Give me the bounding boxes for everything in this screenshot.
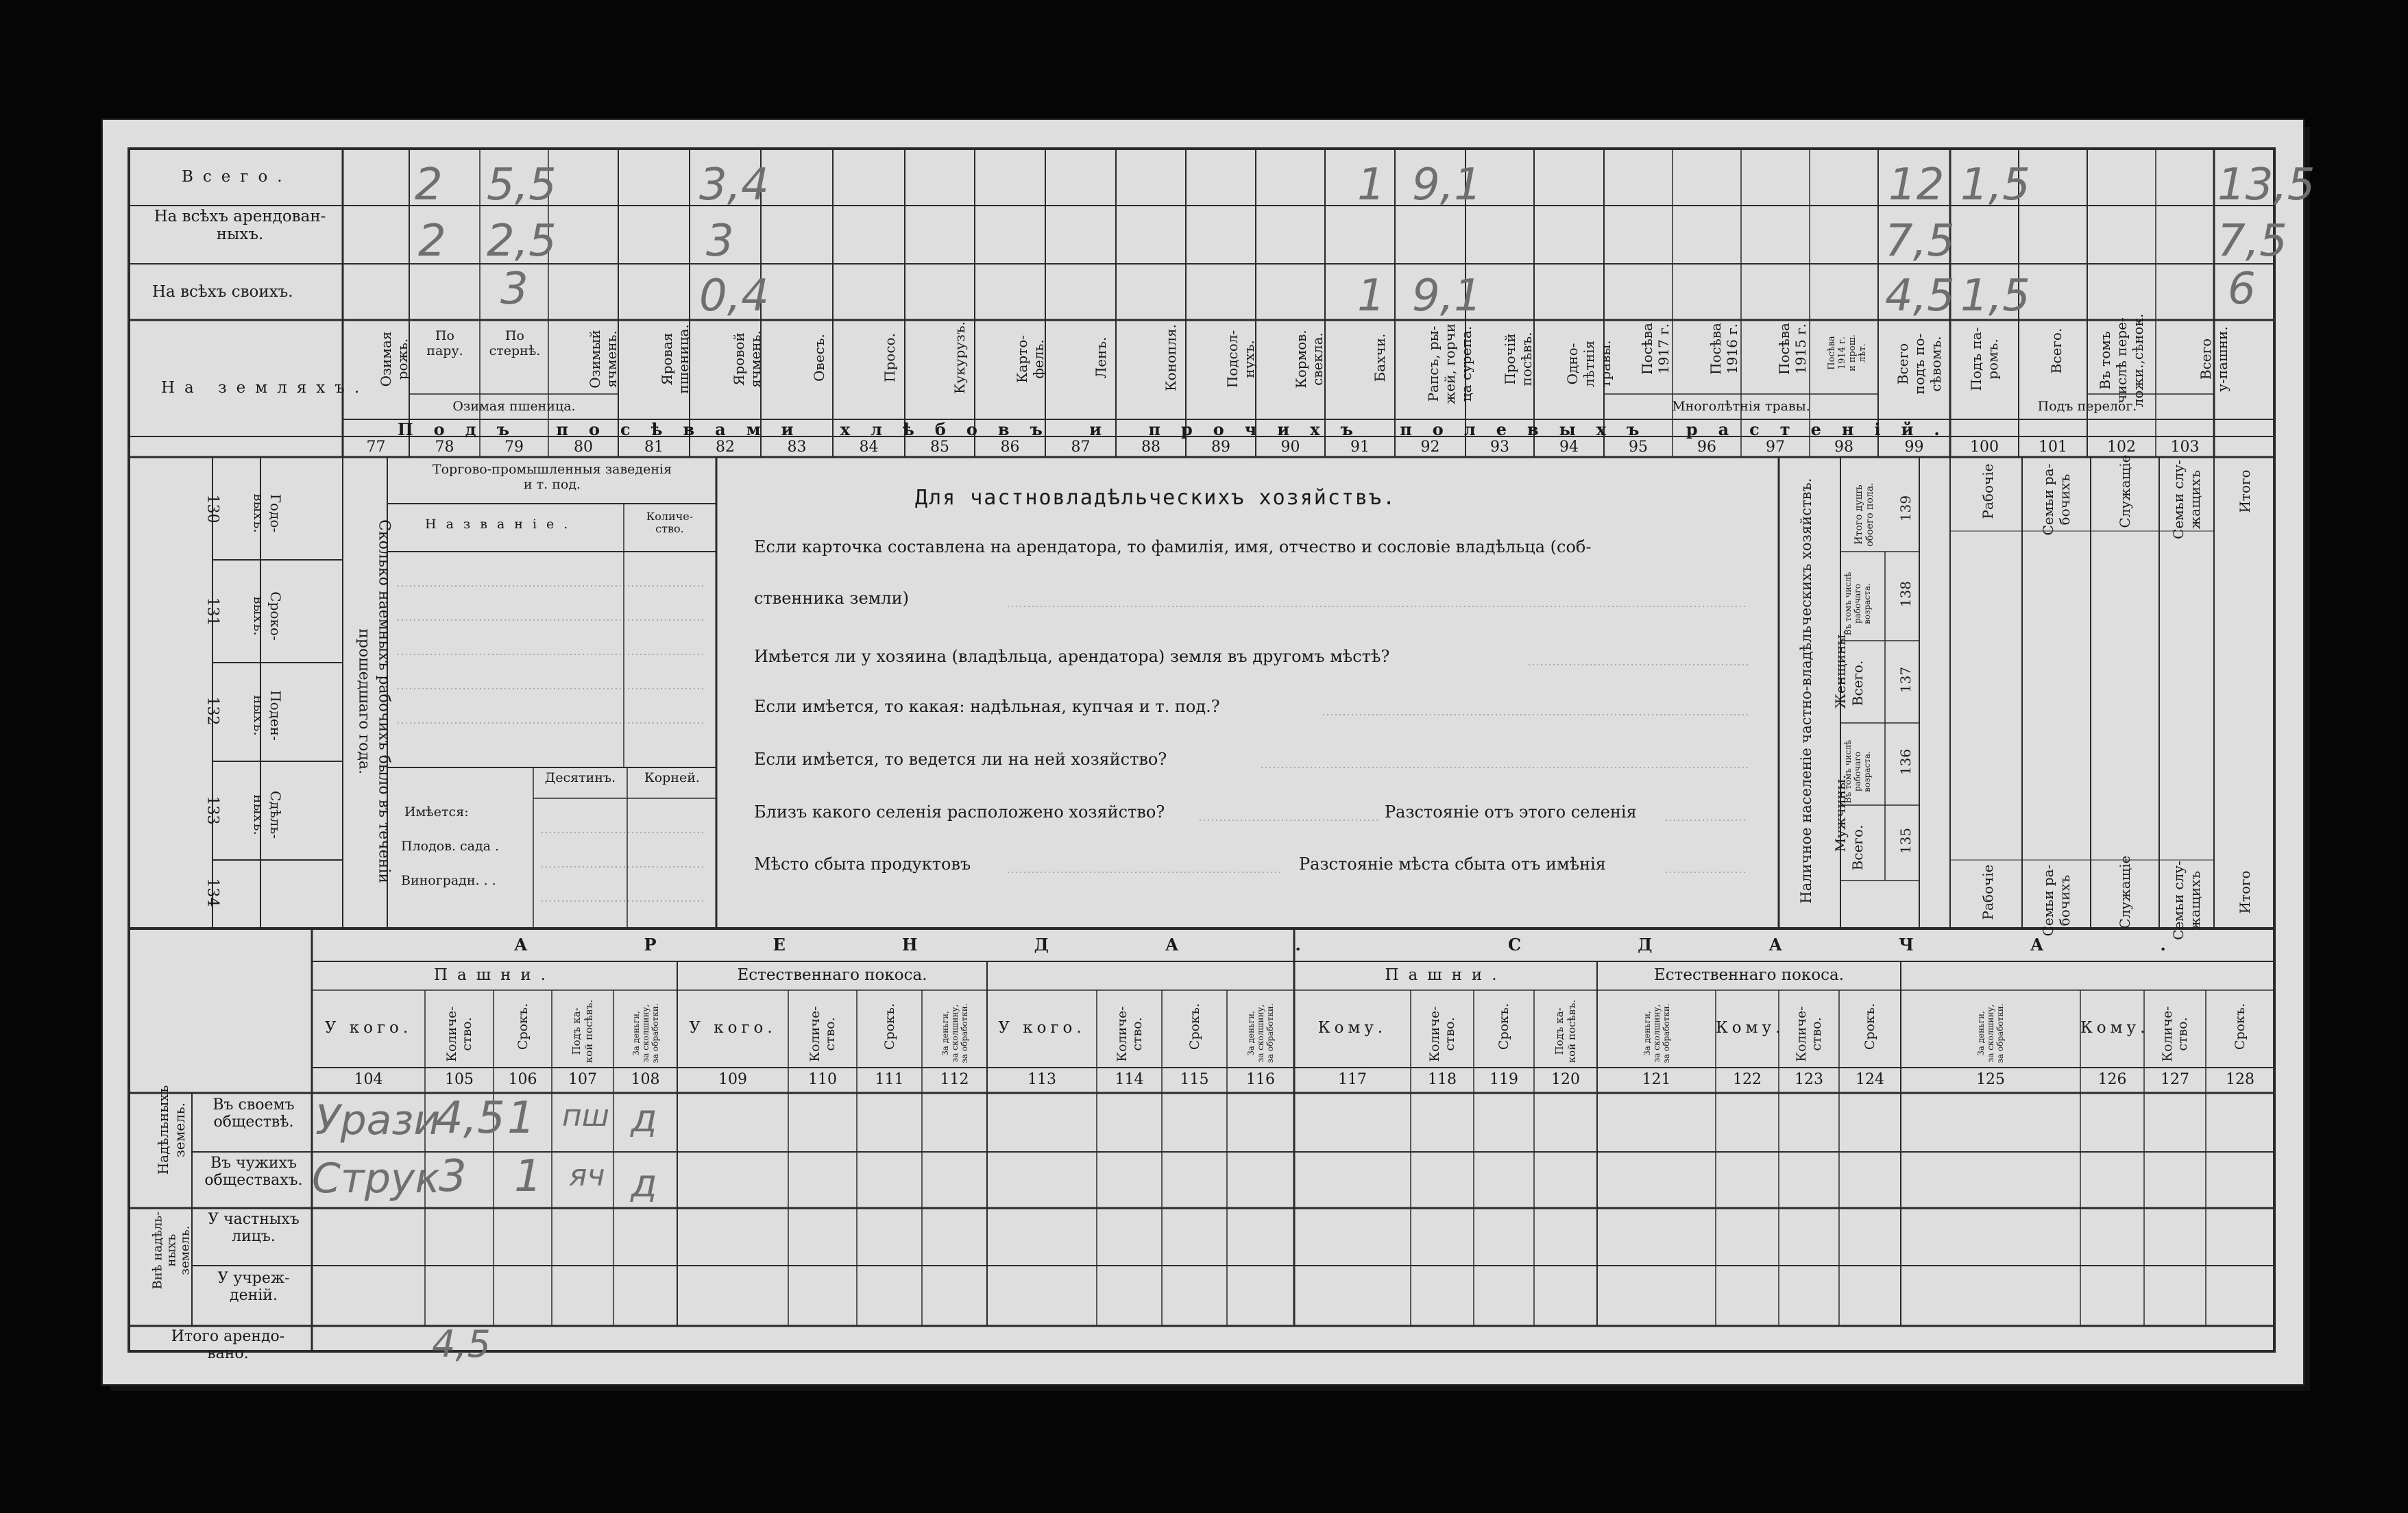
hdr-77: Озимая рожь. [378, 331, 411, 387]
lease-col-number: 123 [1795, 1071, 1823, 1088]
hw-all-91: 1 [1357, 160, 1385, 210]
lease-col-number: 104 [354, 1071, 383, 1088]
hdr-92: Рапсъ, ры- жей, горчи ца сурепа. [1425, 323, 1474, 405]
lease-header-under_crop: Подъ ка- кой посѣвъ. [1553, 999, 1578, 1063]
hw-all-100: 1,5 [1960, 160, 2030, 210]
hw-lease-qty-2: 3 [439, 1151, 467, 1202]
hw-all-99: 12 [1888, 160, 1945, 210]
hw-own-82: 0,4 [699, 271, 769, 321]
rent-banner: АРЕНДА. [514, 935, 1418, 955]
trade-qty-col: Количе- ство. [646, 510, 694, 536]
col-number: 96 [1697, 439, 1716, 456]
lease-header-term: Срокъ. [1187, 1002, 1202, 1050]
col-number: 95 [1629, 439, 1648, 456]
lease-col-number: 115 [1180, 1071, 1209, 1088]
crop-banner: Подъ посѣвами хлѣбовъ и прочихъ полевыхъ растенiй. [398, 419, 1960, 439]
hw-all-103: 13,5 [2217, 160, 2315, 210]
roots-col: Корней. [644, 770, 700, 785]
men-label: Мужчины. [1832, 774, 1849, 852]
hw-rent-79: 2,5 [487, 216, 557, 267]
workers-fam-top: Семьи ра- бочихъ [2040, 463, 2073, 536]
hdr-95: Посѣва 1917 г. [1639, 323, 1672, 375]
men-working: Въ томъ числѣ рабочаго возраста. [1843, 739, 1872, 804]
hdr-94: Одно- лѣтнiя травы. [1564, 340, 1614, 388]
hdr-133: Сдѣль- ныхъ. [251, 790, 284, 839]
hdr-90: Кормов. свекла. [1293, 330, 1326, 389]
col-number: 77 [366, 439, 386, 456]
population-title: Наличное населенiе частно-владѣльческихъ хозяйствъ. [1797, 478, 1814, 904]
row-label-rented: На всѣхъ арендован- ныхъ. [154, 208, 326, 244]
lease-col-number: 126 [2097, 1071, 2127, 1088]
hw-all-78: 2 [415, 160, 443, 210]
hdr-96: Посѣва 1916 г. [1707, 323, 1740, 375]
hw-all-79: 5,5 [487, 160, 557, 210]
lease-col-number: 107 [568, 1071, 597, 1088]
num-133: 133 [204, 796, 221, 825]
col-number: 80 [574, 439, 593, 456]
col-number: 81 [644, 439, 664, 456]
col-number: 85 [930, 439, 949, 456]
lease-header-term: Срокъ. [881, 1002, 897, 1050]
col-number: 102 [2107, 439, 2136, 456]
non-allotment-group: Внѣ надѣль- ныхъ земель. [150, 1211, 192, 1290]
lease-col-number: 106 [508, 1071, 537, 1088]
num-136: 136 [1897, 748, 1914, 776]
col-number: 94 [1559, 439, 1579, 456]
hdr-100: Подъ па- ромъ. [1968, 327, 2001, 391]
row-private-persons: У частныхъ лицъ. [208, 1211, 300, 1246]
col-number: 103 [2170, 439, 2200, 456]
hw-own-99: 4,5 [1885, 271, 1955, 321]
hw-lease-term-1: 1 [507, 1093, 535, 1144]
lease-header-from_whom: У кого. [689, 1019, 777, 1037]
hw-rent-99: 7,5 [1885, 216, 1955, 267]
hdr-91: Бахчи. [1372, 333, 1388, 382]
col-number: 79 [504, 439, 524, 456]
col-number: 98 [1834, 439, 1853, 456]
hdr-83: Овесъ. [811, 334, 827, 382]
hw-lease-who-1: Урази [315, 1096, 441, 1144]
hdr-84: Просо. [881, 333, 898, 382]
lease-col-number: 119 [1489, 1071, 1518, 1088]
lease-col-number: 114 [1115, 1071, 1144, 1088]
num-135: 135 [1897, 827, 1914, 854]
hdr-78: По пару. [426, 328, 463, 358]
lease-header-to_whom: Кому. [1317, 1019, 1387, 1037]
total-both-sexes: Итого душъ обоего пола. [1853, 482, 1875, 547]
workers-top: Рабочiе [1980, 463, 1996, 519]
lease-header-from_whom: У кого. [324, 1019, 413, 1037]
lease-header-qty: Количе- ство. [1427, 1006, 1457, 1062]
row-label-own: На всѣхъ своихъ. [152, 283, 293, 301]
hw-own-92: 9,1 [1412, 271, 1482, 321]
servants-fam-bottom: Семьи слу- жащихъ [2170, 861, 2203, 940]
col-number: 86 [1000, 439, 1020, 456]
women-working: Въ томъ числѣ рабочаго возраста. [1843, 571, 1872, 636]
q-farmed: Если имѣется, то ведется ли на ней хозяйство? [754, 750, 1167, 769]
q-village-dist: Разстоянiе отъ этого селенiя [1385, 802, 1637, 822]
q-market: Мѣсто сбыта продуктовъ [754, 854, 971, 874]
hdr-80: Озимый ячмень. [587, 330, 620, 389]
lease-header-term: Срокъ. [2233, 1002, 2248, 1050]
orchard-label: Плодов. сада . [401, 839, 500, 854]
lease-header-payment: За деньги, за сколшину, за обработки. [1976, 1003, 2005, 1063]
col-number: 88 [1141, 439, 1160, 456]
q-land-type: Если имѣется, то какая: надѣльная, купчая и т. под.? [754, 697, 1220, 716]
hdr-130: Годо- выхъ. [251, 493, 284, 533]
lease-header-under_crop: Подъ ка- кой посѣвъ. [570, 999, 595, 1063]
col-number: 92 [1420, 439, 1440, 456]
hw-lease-crop-1: пш [562, 1098, 610, 1133]
hw-own-103: 6 [2228, 264, 2256, 315]
col-number: 100 [1970, 439, 1999, 456]
hdr-perennial: Многолѣтнiя травы. [1672, 399, 1810, 414]
hdr-winter-wheat: Озимая пшеница. [452, 399, 576, 414]
col-number: 82 [716, 439, 735, 456]
hw-all-82: 3,4 [699, 160, 769, 210]
lease-header-to_whom: Кому. [1716, 1019, 1785, 1037]
lease-header-payment: За деньги, за сколшину, за обработки. [940, 1003, 969, 1063]
give-arable: Пашни. [1385, 966, 1507, 984]
lease-col-number: 105 [445, 1071, 474, 1088]
trade-name-col: Названiе. [425, 517, 578, 532]
women-all: Всего. [1849, 660, 1866, 706]
hdr-88: Конопля. [1163, 324, 1179, 391]
row-institutions: У учреж- денiй. [217, 1270, 290, 1305]
q-owner: Если карточка составлена на арендатора, то фамилiя, имя, отчество и сословiе владѣльца (соб- [754, 537, 1592, 556]
num-139: 139 [1897, 495, 1914, 522]
col-number: 83 [787, 439, 807, 456]
rent-arable: Пашни. [433, 966, 556, 984]
hw-lease-pay-2: д [631, 1161, 657, 1206]
total-bottom: Итого [2237, 870, 2253, 914]
col-number: 89 [1211, 439, 1230, 456]
num-137: 137 [1897, 666, 1914, 693]
hw-own-91: 1 [1357, 271, 1385, 321]
hdr-87: Ленъ. [1093, 336, 1109, 379]
row-other-community: Въ чужихъ обществахъ. [204, 1155, 303, 1190]
hdr-89: Подсол- нухъ. [1224, 330, 1257, 389]
num-130: 130 [204, 494, 221, 524]
hw-lease-crop-2: яч [569, 1158, 605, 1193]
hw-lease-pay-1: д [631, 1096, 657, 1141]
col-number: 84 [859, 439, 879, 456]
col-number: 87 [1071, 439, 1091, 456]
lease-col-number: 113 [1027, 1071, 1056, 1088]
num-131: 131 [204, 597, 221, 626]
hdr-97: Посѣва 1915 г. [1776, 323, 1809, 375]
lease-col-number: 111 [875, 1071, 904, 1088]
lease-col-number: 108 [631, 1071, 660, 1088]
row-label-total: Всего. [182, 168, 292, 186]
lease-col-number: 118 [1428, 1071, 1457, 1088]
lease-col-number: 116 [1246, 1071, 1275, 1088]
hdr-85: Кукурузъ. [951, 321, 968, 395]
lease-col-number: 122 [1733, 1071, 1762, 1088]
hw-rent-103: 7,5 [2217, 216, 2287, 267]
men-all: Всего. [1849, 824, 1866, 871]
lease-col-number: 121 [1642, 1071, 1671, 1088]
lease-col-number: 125 [1976, 1071, 2005, 1088]
lease-col-number: 109 [718, 1071, 747, 1088]
col-number: 91 [1350, 439, 1370, 456]
col-number: 99 [1904, 439, 1924, 456]
lease-header-qty: Количе- ство. [2160, 1006, 2190, 1062]
q-village: Близъ какого селенiя расположено хозяйство? [754, 802, 1165, 822]
lease-header-qty: Количе- ство. [807, 1006, 838, 1062]
lease-col-number: 117 [1338, 1071, 1367, 1088]
dessiatin-col: Десятинъ. [544, 770, 616, 785]
lease-col-number: 127 [2161, 1071, 2189, 1088]
row-label-lands: На земляхъ. [161, 379, 369, 397]
hdr-102: Въ томъ числѣ пере- ложи.,сѣнок. [2097, 313, 2146, 408]
trade-title: Торгово-промышленныя заведенiя и т. под. [432, 462, 672, 492]
hdr-86: Карто- фель. [1014, 334, 1047, 384]
hdr-98: Посѣва 1914 г. и прош. лѣт. [1827, 334, 1868, 371]
servants-bottom: Служащiе [2117, 855, 2133, 929]
lease-col-number: 110 [808, 1071, 837, 1088]
hdr-82: Яровой ячмень. [731, 330, 764, 388]
total-top: Итого [2237, 469, 2253, 513]
workers-title: Сколько наемныхъ рабочихъ было въ теченiи прошедшаго года. [356, 519, 393, 884]
lease-col-number: 128 [2226, 1071, 2254, 1088]
hw-rent-82: 3 [706, 216, 734, 267]
hw-lease-total: 4,5 [432, 1323, 491, 1366]
hw-own-100: 1,5 [1960, 271, 2030, 321]
col-number: 90 [1280, 439, 1300, 456]
hdr-103: Всего у-пашни. [2198, 326, 2230, 392]
lease-header-term: Срокъ. [1496, 1002, 1511, 1050]
give-meadow: Естественнаго покоса. [1653, 966, 1845, 984]
hdr-fallow: Подъ перелог. [2037, 399, 2137, 414]
lease-header-from_whom: У кого. [998, 1019, 1086, 1037]
q-owner-cont: ственника земли) [754, 589, 909, 608]
women-label: Женщины. [1832, 630, 1849, 709]
servants-top: Служащiе [2117, 454, 2133, 528]
workers-fam-bottom: Семьи ра- бочихъ [2040, 864, 2073, 937]
hdr-79: По стернѣ. [489, 328, 541, 358]
hdr-93: Прочiй посѣвъ. [1502, 332, 1535, 386]
hw-rent-78: 2 [418, 216, 446, 267]
lease-header-payment: За деньги, за сколшину, за обработки. [631, 1003, 660, 1063]
lease-header-payment: За деньги, за сколшину, за обработки. [1642, 1003, 1671, 1063]
col-number: 97 [1766, 439, 1785, 456]
hdr-131: Сроко- выхъ. [251, 591, 284, 641]
lease-header-qty: Количе- ство. [1794, 1006, 1824, 1062]
private-title: Для частновладѣльческихъ хозяйствъ. [915, 486, 1397, 510]
row-total-rented: Итого арендо- вано. [171, 1328, 285, 1363]
rent-meadow: Естественнаго покоса. [737, 966, 927, 984]
lease-header-qty: Количе- ство. [444, 1006, 474, 1062]
col-number: 93 [1490, 439, 1509, 456]
workers-bottom: Рабочiе [1980, 864, 1996, 920]
give-banner: СДАЧА. [1508, 935, 2283, 955]
census-card [103, 120, 2315, 1384]
hdr-132: Поден- ныхъ. [251, 690, 284, 741]
lease-col-number: 124 [1856, 1071, 1884, 1088]
lease-header-qty: Количе- ство. [1114, 1006, 1145, 1062]
hdr-99: Всего подъ по- сѣвомъ. [1895, 333, 1944, 395]
servants-fam-top: Семьи слу- жащихъ [2170, 460, 2203, 539]
lease-header-term: Срокъ. [1862, 1002, 1877, 1050]
col-number: 101 [2039, 439, 2067, 456]
hw-all-92: 9,1 [1412, 160, 1482, 210]
hw-lease-qty-1: 4,5 [435, 1093, 505, 1144]
q-other-land: Имѣется ли у хозяина (владѣльца, арендатора) земля въ другомъ мѣстѣ? [754, 647, 1390, 666]
hdr-101: Всего. [2048, 328, 2065, 374]
lease-header-payment: За деньги, за сколшину, за обработки. [1246, 1003, 1275, 1063]
col-number: 78 [435, 439, 454, 456]
q-market-dist: Разстоянiе мѣста сбыта отъ имѣнiя [1299, 854, 1606, 874]
vineyard-label: Виноградн. . . [401, 873, 496, 888]
lease-header-term: Срокъ. [515, 1002, 531, 1050]
hdr-81: Яровая пшеница. [659, 324, 692, 394]
has-label: Имѣется: [404, 804, 469, 820]
allotment-group: Надѣльныхъ земель. [155, 1085, 188, 1175]
row-own-community: Въ своемъ обществѣ. [212, 1096, 295, 1131]
num-138: 138 [1897, 580, 1914, 608]
hw-lease-who-2: Струк [312, 1155, 440, 1203]
hw-own-79: 3 [500, 264, 528, 315]
hw-lease-term-2: 1 [514, 1151, 542, 1202]
lease-col-number: 112 [940, 1071, 969, 1088]
num-132: 132 [204, 696, 221, 726]
lease-col-number: 120 [1551, 1071, 1580, 1088]
lease-header-to_whom: Кому. [2080, 1019, 2150, 1037]
num-134: 134 [204, 878, 221, 907]
